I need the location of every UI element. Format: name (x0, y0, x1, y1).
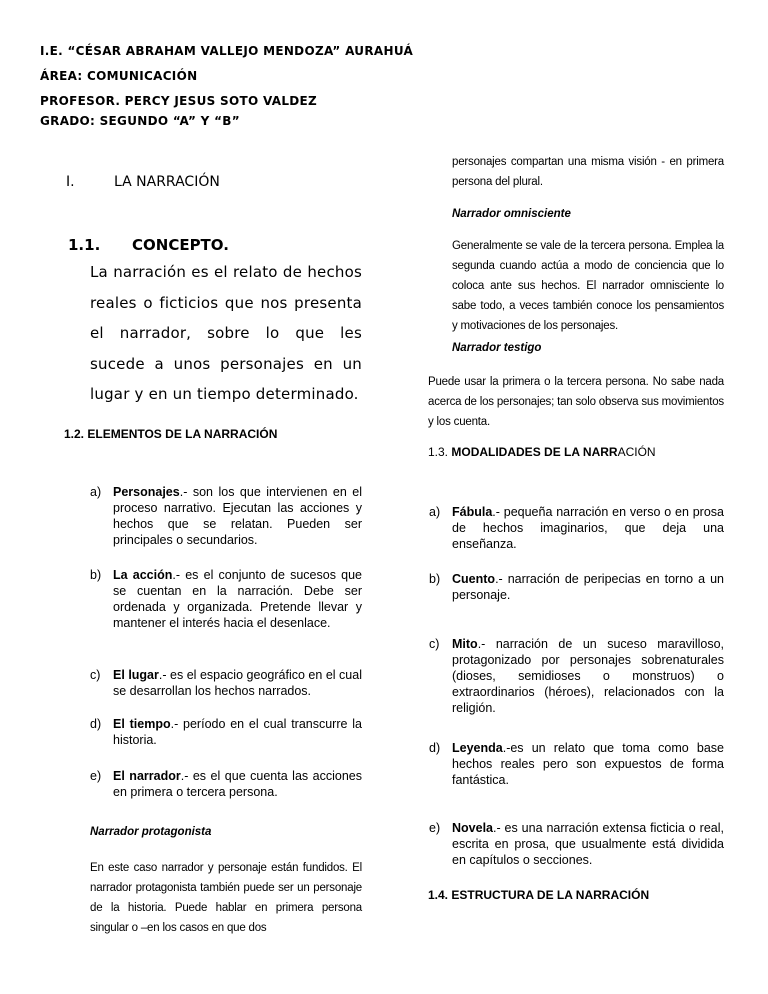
modality-text: .- pequeña narración en verso o en prosa de hechos imaginarios, que deja una enseñanza. (452, 505, 724, 551)
narrator-protagonist-title: Narrador protagonista (90, 826, 212, 838)
header-teacher: PROFESOR. PERCY JESUS SOTO VALDEZ (40, 94, 318, 108)
modality-term: Leyenda (452, 741, 503, 755)
concept-paragraph: La narración es el relato de hechos reales o ficticios que nos presenta el narrador, sobre lo que les sucede a unos personajes en un lugar y en un tiempo determinado. (90, 263, 362, 403)
section-1-2-title: ELEMENTOS DE LA NARRACIÓN (87, 427, 278, 441)
modality-term: Novela (452, 821, 493, 835)
element-text: .- son los que intervienen en el proceso narrativo. Ejecutan las acciones y hechos que se relatan. Pueden ser principales o secundarios. (113, 485, 362, 547)
section-1-3-heading (428, 445, 656, 459)
element-term: El narrador (113, 769, 181, 783)
narrator-witness-title: Narrador testigo (452, 342, 542, 354)
section-1-title: LA NARRACIÓN (114, 174, 220, 190)
section-1-3-title-bold: MODALIDADES DE LA NARR (451, 445, 618, 459)
section-1-1-number: 1.1. (68, 236, 101, 254)
section-1-4-title: ESTRUCTURA DE LA NARRACIÓN (451, 888, 650, 902)
section-1-3-number: 1.3. (428, 445, 449, 459)
modality-item (429, 504, 724, 552)
section-1-1-title: CONCEPTO. (132, 236, 229, 254)
element-term: Personajes (113, 485, 180, 499)
modality-item (429, 740, 724, 788)
narrator-witness-text: Puede usar la primera o la tercera persona. No sabe nada acerca de los personajes; tan solo observa sus movimientos y los cuenta. (428, 376, 724, 428)
modality-letter: d) (429, 741, 441, 755)
section-1-4-heading (428, 888, 649, 902)
section-1-2-number: 1.2. (64, 427, 85, 441)
section-1-number: I. (66, 174, 75, 190)
modality-item (429, 820, 724, 868)
section-1-3-title-rest: ACIÓN (617, 445, 656, 459)
modality-letter: e) (429, 821, 441, 835)
section-1-4-number: 1.4. (428, 888, 449, 902)
narrator-protagonist-text: En este caso narrador y personaje están fundidos. El narrador protagonista también puede ser un personaje de la historia. Puede hablar en primera persona singular o –en los casos en que dos (90, 862, 362, 934)
narrator-omniscient-title: Narrador omnisciente (452, 208, 571, 220)
modality-text: .-es un relato que toma como base hechos reales pero son expuestos de forma fantástica. (452, 741, 724, 787)
element-term: La acción (113, 568, 173, 582)
element-text: .- es el conjunto de sucesos que se cuentan en la narración. Debe ser ordenada y organizada. Pretende llevar y mantener el interés hacia el desenlace. (113, 568, 362, 630)
element-text: .- es el espacio geográfico en el cual se desarrollan los hechos narrados. (113, 668, 362, 698)
element-item (90, 567, 362, 631)
modality-term: Fábula (452, 505, 493, 519)
element-letter: e) (90, 769, 102, 783)
modality-text: .- narración de un suceso maravilloso, protagonizado por personajes sobrenaturales (dioses, semidioses o monstruos) o extraordinarios (héroes), relacionados con la religión. (452, 637, 724, 715)
element-term: El tiempo (113, 717, 171, 731)
modality-letter: b) (429, 572, 441, 586)
element-letter: d) (90, 717, 102, 731)
element-letter: c) (90, 668, 101, 682)
element-item (90, 768, 362, 800)
modality-text: .- narración de peripecias en torno a un personaje. (452, 572, 724, 602)
header-school: I.E. “CÉSAR ABRAHAM VALLEJO MENDOZA” AURAHUÁ (40, 44, 414, 58)
element-item (90, 484, 362, 548)
modality-term: Mito (452, 637, 478, 651)
element-text: .- período en el cual transcurre la historia. (113, 717, 362, 747)
element-text: .- es el que cuenta las acciones en primera o tercera persona. (113, 769, 362, 799)
element-item (90, 667, 362, 699)
element-letter: a) (90, 485, 102, 499)
header-grade: GRADO: SEGUNDO “A” Y “B” (40, 114, 240, 128)
narrator-omniscient-text: Generalmente se vale de la tercera persona. Emplea la segunda cuando actúa a modo de conciencia que lo coloca ante sus hechos. El narrador omnisciente lo sabe todo, a veces también conoce los pensamientos y motivaciones de los personajes. (452, 240, 724, 332)
narrator-protagonist-continuation: personajes compartan una misma visión - en primera persona del plural. (452, 156, 724, 188)
modality-term: Cuento (452, 572, 496, 586)
element-term: El lugar (113, 668, 159, 682)
modality-letter: a) (429, 505, 441, 519)
section-1-2-heading (64, 427, 277, 441)
modality-text: .- es una narración extensa ficticia o real, escrita en prosa, que usualmente está dividida en capítulos o secciones. (452, 821, 724, 867)
modality-letter: c) (429, 637, 440, 651)
element-item (90, 716, 362, 748)
section-1-3-title (451, 445, 655, 459)
element-letter: b) (90, 568, 102, 582)
header-area: ÁREA: COMUNICACIÓN (40, 69, 198, 83)
modality-item (429, 571, 724, 603)
modality-item (429, 636, 724, 716)
